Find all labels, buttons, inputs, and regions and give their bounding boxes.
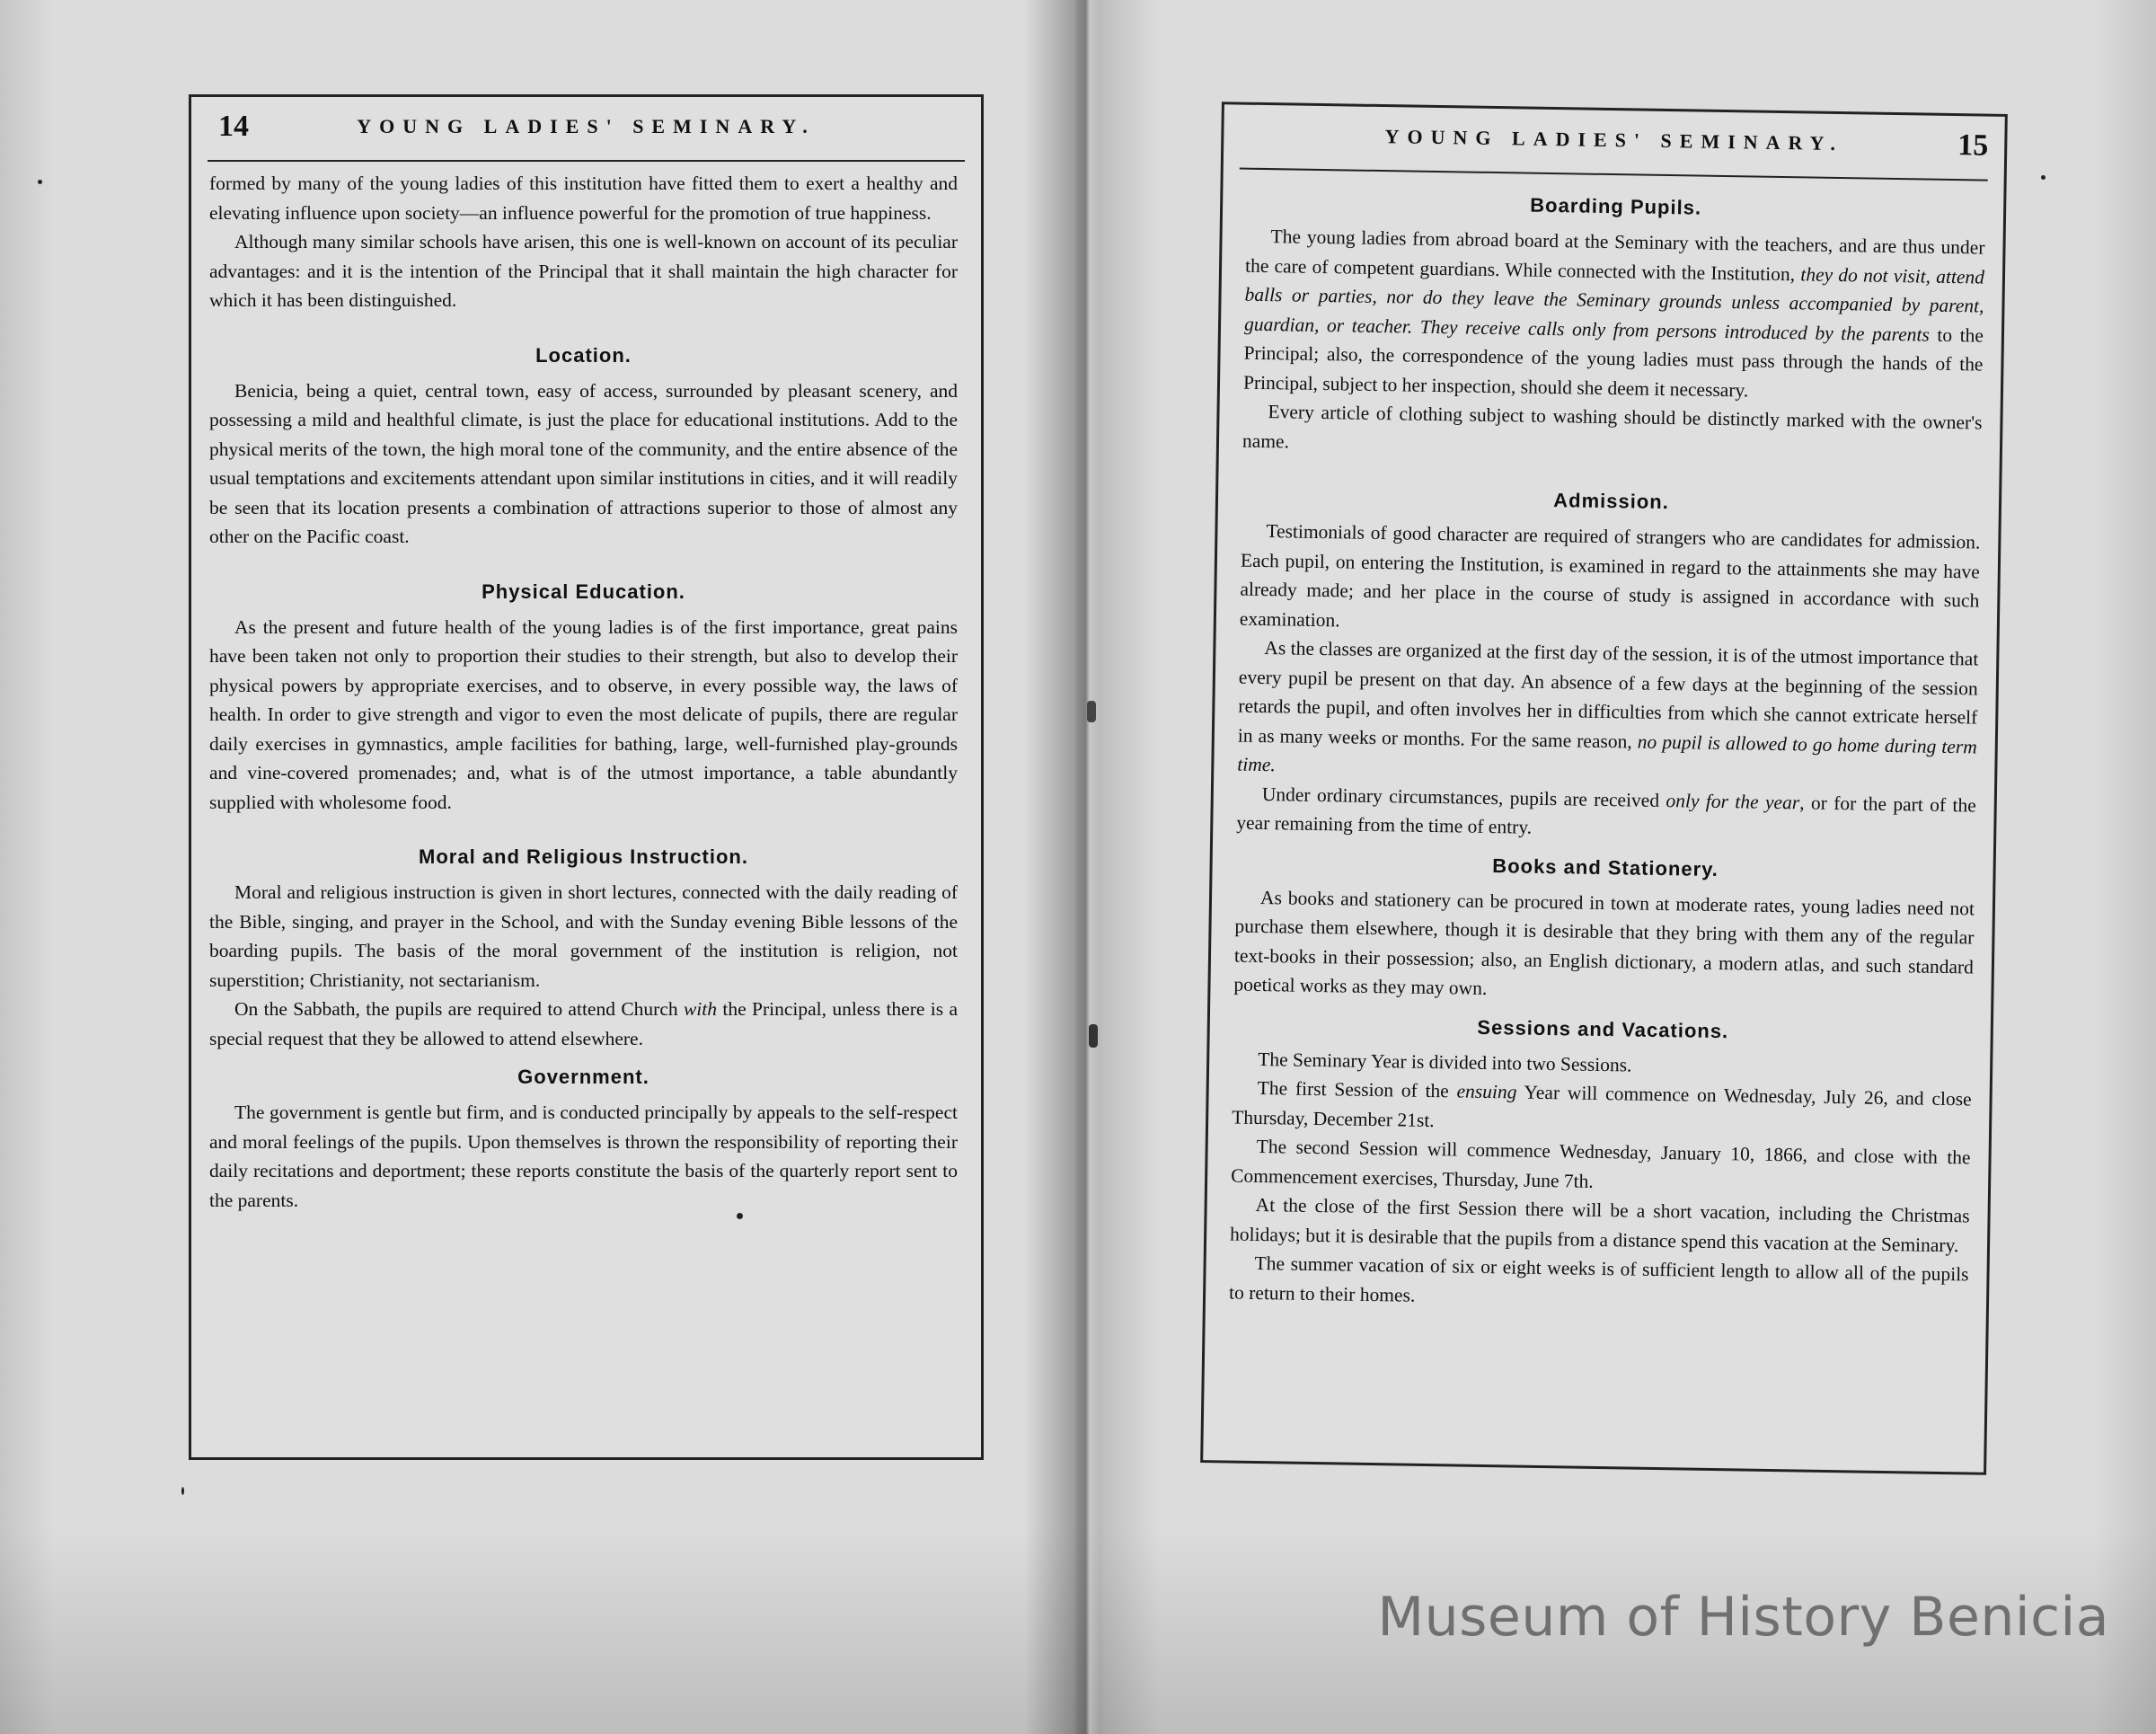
books-stationery-heading: Books and Stationery. (1492, 854, 1719, 880)
physical-education-paragraph: As the present and future health of the young ladies is of the first importance, great pains have been taken not only to proportion their studies to their strength, but also to develop their physical powers by appropriate exercises, and to observe, in every possible way, the laws of health. In order to give strength and vigor to even the most delicate of pupils, there are regular daily exercises in gymnastics, ample facilities for bathing, large, well-furnished play-grounds and vine-covered promenades; and, what is of the utmost importance, a table abundantly supplied with wholesome food. (209, 615, 958, 813)
left-page-number: 14 (218, 110, 249, 143)
left-page-body (191, 162, 981, 1215)
boarding-paragraph-2: Every article of clothing subject to washing should be distinctly marked with the owner's name. (1241, 401, 1983, 452)
sabbath-paragraph: On the Sabbath, the pupils are required to attend Church with the Principal, unless there is a special request that they be allowed to attend elsewhere. (209, 998, 958, 1049)
right-page-header (1240, 105, 1989, 181)
staple (1089, 1024, 1098, 1048)
book-spine-fold (1074, 0, 1100, 1734)
admission-paragraph-1: Testimonials of good character are required of strangers who are candidates for admission. Each pupil, on entering the Institution, is examined in regard to the attainments she may have already made; and her place in the course of study is assigned in accordance with such examination. (1239, 520, 1981, 631)
sessions-paragraph-4: At the close of the first Session there will be a short vacation, including the Christmas holidays; but it is desirable that the pupils from a distance spend this vacation at the Seminary. (1229, 1193, 1970, 1256)
books-stationery-paragraph: As books and stationery can be procured in town at moderate rates, young ladies need not purchase them elsewhere, though it is desirable that they bring with them any of the regular text-books in their possession; also, an English dictionary, a modern atlas, and such standard poetical works as they may own. (1233, 886, 1975, 999)
right-page (1200, 102, 2008, 1475)
government-paragraph: The government is gentle but firm, and is conducted principally by appeals to the self-respect and moral feelings of the pupils. Upon themselves is thrown the responsibility of reporting their daily recitations and deportment; these reports constitute the basis of the quarterly report sent to the parents. (209, 1101, 958, 1211)
scan-speck (181, 1487, 184, 1495)
right-running-head: YOUNG LADIES' SEMINARY. (1384, 125, 1844, 155)
sessions-paragraph-2: The first Session of the ensuing Year will commence on Wednesday, July 26, and close Thursday, December 21st. (1232, 1076, 1972, 1131)
moral-religious-paragraph: Moral and religious instruction is given in short lectures, connected with the daily reading of the Bible, singing, and prayer in the School, and with the Sunday evening Bible lessons of the boarding pupils. The basis of the moral government of the institution is religion, not superstition; Christianity, not sectarianism. (209, 881, 958, 991)
sessions-paragraph-1: The Seminary Year is divided into two Sessions. (1258, 1048, 1632, 1076)
location-paragraph: Benicia, being a quiet, central town, easy of access, surrounded by pleasant scenery, and possessing a mild and healthful climate, is just the place for educational institutions. Add to the physical merits of the town, the high moral tone of the community, and the entire absence of the usual temptations and excitements attendant upon similar institutions in cities, and it will readily be seen that its location presents a combination of attractions superior to those of almost any other on the Pacific coast. (209, 379, 958, 547)
sessions-vacations-heading: Sessions and Vacations. (1477, 1015, 1729, 1042)
admission-paragraph-2: As the classes are organized at the first day of the session, it is of the utmost importance that every pupil be present on that day. An absence of a few days at the beginning of the session retards the pupil, and often involves her in difficulties from which she cannot extricate herself in as many weeks or months. For the same reason, no pupil is allowed to go home during term time. (1237, 637, 1979, 776)
sessions-paragraph-3: The second Session will commence Wednesday, January 10, 1866, and close with the Commencement exercises, Thursday, June 7th. (1230, 1135, 1971, 1192)
admission-heading: Admission. (1553, 489, 1669, 514)
intro-paragraph-2: Although many similar schools have arisen, this one is well-known on account of its peculiar advantages: and it is the intention of the Principal that it shall maintain the high character for which it has been distinguished. (209, 231, 958, 311)
intro-paragraph-1: formed by many of the young ladies of this institution have fitted them to exert a healthy and elevating influence upon society—an influence powerful for the promotion of true happiness. (209, 173, 958, 224)
physical-education-heading: Physical Education. (482, 579, 685, 603)
scan-speck (2041, 175, 2046, 180)
sessions-paragraph-5: The summer vacation of six or eight weeks is of sufficient length to allow all of the pupils to return to their homes. (1228, 1252, 1969, 1306)
scan-speck (38, 180, 42, 184)
boarding-paragraph-1: The young ladies from abroad board at the Seminary with the teachers, and are thus under the care of competent guardians. While connected with the Institution, they do not visit, attend balls or parties, nor do they leave the Seminary grounds unless accompanied by parent, guardian, or teacher. They receive calls only from persons introduced by the parents to the Principal; also, the correspondence of the young ladies must pass through the hands of the Principal, subject to her inspection, should she deem it necessary. (1242, 226, 1985, 401)
left-page-header (208, 97, 965, 162)
left-page (189, 94, 984, 1460)
scan-speck (737, 1213, 743, 1219)
boarding-pupils-heading: Boarding Pupils. (1530, 193, 1702, 219)
moral-religious-heading: Moral and Religious Instruction. (419, 845, 748, 868)
left-running-head: YOUNG LADIES' SEMINARY. (357, 115, 816, 137)
location-heading: Location. (535, 343, 632, 367)
right-page-number: 15 (1957, 128, 1989, 163)
museum-watermark: Museum of History Benicia (1377, 1586, 2109, 1649)
staple (1087, 701, 1096, 722)
admission-paragraph-3: Under ordinary circumstances, pupils are received only for the year, or for the part of the year remaining from the time of entry. (1236, 783, 1976, 838)
right-page-body (1206, 169, 2004, 1318)
government-heading: Government. (517, 1066, 649, 1088)
